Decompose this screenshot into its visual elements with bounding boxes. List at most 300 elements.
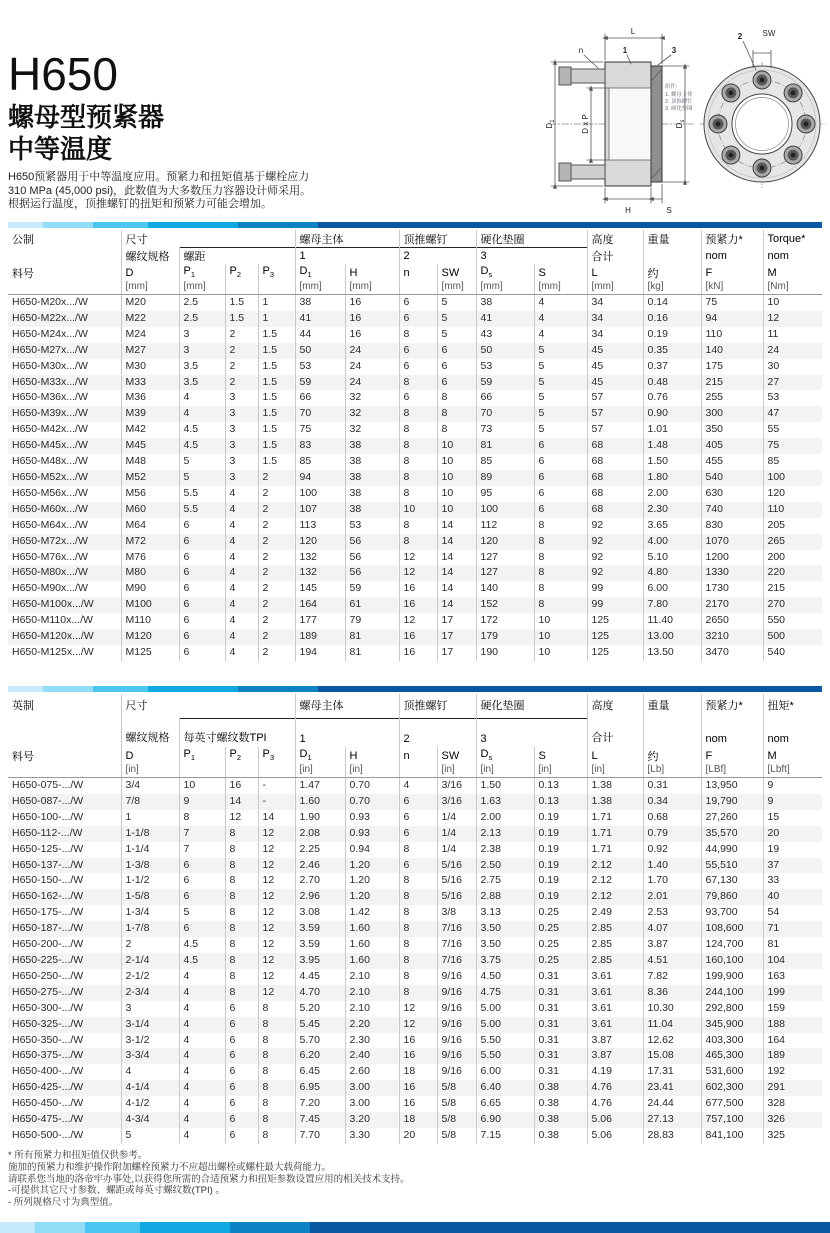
cell: 5 <box>534 422 587 438</box>
cell: 9 <box>767 779 774 791</box>
cell: 8 <box>399 842 437 858</box>
cell: 108,600 <box>701 921 763 937</box>
cell: 10.30 <box>643 1001 701 1017</box>
cell: M52 <box>121 470 179 486</box>
table-row <box>8 810 822 826</box>
table-row <box>8 858 822 874</box>
column-subgroup-header <box>8 719 121 748</box>
cell: 34 <box>587 295 643 311</box>
column-header: H <box>345 747 399 764</box>
cell: 34 <box>587 311 643 327</box>
cell: 4 <box>179 1033 225 1049</box>
cell: 41 <box>476 311 534 327</box>
cell: 2.01 <box>643 889 701 905</box>
cell: H650-M90x.../W <box>8 581 121 597</box>
cell: H650-425-.../W <box>8 1080 121 1096</box>
cell: 1 <box>121 810 179 826</box>
cell: 5 <box>437 311 476 327</box>
cell: 27.13 <box>643 1112 701 1128</box>
cell: 19,790 <box>701 794 763 810</box>
cell: H650-M80x.../W <box>8 565 121 581</box>
column-header: n <box>399 747 437 764</box>
cell: 124,700 <box>701 937 763 953</box>
cell: 12 <box>399 1017 437 1033</box>
side-view <box>545 27 695 215</box>
cell: 15 <box>767 810 780 823</box>
cell: 2.10 <box>345 985 399 1001</box>
cell: 2.00 <box>476 810 534 826</box>
cell: 3.30 <box>345 1128 399 1144</box>
cell: 0.31 <box>534 969 587 985</box>
cell: 6 <box>179 565 225 581</box>
cell: 6 <box>437 375 476 391</box>
cell: 4 <box>225 597 258 613</box>
cell: 5/8 <box>437 1128 476 1144</box>
cell: 1070 <box>701 534 763 550</box>
cell: 3470 <box>701 645 763 661</box>
cell: 0.16 <box>643 311 701 327</box>
cell: 120 <box>767 486 786 499</box>
cell: 57 <box>587 422 643 438</box>
cell: 5 <box>121 1128 179 1144</box>
cell: 67,130 <box>701 873 763 889</box>
cell: 2.10 <box>345 969 399 985</box>
cell: 3.87 <box>587 1033 643 1049</box>
column-subgroup-header: 螺距 <box>179 248 295 265</box>
cell: 12 <box>258 921 295 937</box>
column-unit: [in] <box>587 764 643 778</box>
cell: 14 <box>437 597 476 613</box>
cell: 6.90 <box>476 1112 534 1128</box>
cell: M45 <box>121 438 179 454</box>
cell: 81 <box>767 938 780 951</box>
cell: 8 <box>225 858 258 874</box>
cell: 0.31 <box>643 778 701 794</box>
cell: M56 <box>121 486 179 502</box>
cell: 71 <box>767 922 780 935</box>
cell: H650-M48x.../W <box>8 454 121 470</box>
table-row <box>8 645 822 661</box>
cell: 1-1/2 <box>121 873 179 889</box>
table-row <box>8 390 822 406</box>
cell: 8 <box>225 826 258 842</box>
cell: 1.5 <box>258 454 295 470</box>
cell: 8 <box>225 985 258 1001</box>
column-group-header: 硬化垫圈 <box>476 694 587 719</box>
stud-bore <box>609 88 651 160</box>
cell: 3.50 <box>476 921 534 937</box>
column-group-header: 重量 <box>643 694 701 719</box>
cell: 9 <box>767 794 774 807</box>
cell: 1.5 <box>258 406 295 422</box>
cell: 4.70 <box>295 985 345 1001</box>
cell: 99 <box>587 597 643 613</box>
column-group-header: 公制 <box>8 230 121 248</box>
cell: 4-1/2 <box>121 1096 179 1112</box>
cell: 75 <box>701 295 763 311</box>
table-row <box>8 629 822 645</box>
cell: 1.47 <box>295 778 345 794</box>
cell: 6 <box>399 390 437 406</box>
cell: 92 <box>587 550 643 566</box>
cell: 1.5 <box>258 438 295 454</box>
cell: M120 <box>121 629 179 645</box>
page-footer-bar <box>0 1222 830 1233</box>
cell: 3.61 <box>587 1001 643 1017</box>
cell: 7.45 <box>295 1112 345 1128</box>
cell: 3.59 <box>295 921 345 937</box>
cell: 81 <box>345 645 399 661</box>
cell: 677,500 <box>701 1096 763 1112</box>
column-subgroup-header: 1 <box>295 248 399 265</box>
cell: 3.00 <box>345 1080 399 1096</box>
footnote-line: -可提供其它尺寸参数、螺距或每英寸螺纹数(TPI) 。 <box>8 1185 225 1197</box>
cell: 160,100 <box>701 953 763 969</box>
table-row <box>8 375 822 391</box>
cell: 152 <box>476 597 534 613</box>
cell: 2 <box>225 327 258 343</box>
cell: 8 <box>399 327 437 343</box>
cell: 8 <box>534 581 587 597</box>
cell: 9/16 <box>437 969 476 985</box>
cell: 3.20 <box>345 1112 399 1128</box>
cell: 12 <box>258 969 295 985</box>
cell: 100 <box>476 502 534 518</box>
cell: 0.31 <box>534 1064 587 1080</box>
cell: 125 <box>587 629 643 645</box>
cell: 16 <box>399 1096 437 1112</box>
cell: 3-1/2 <box>121 1033 179 1049</box>
cell: 0.38 <box>534 1080 587 1096</box>
cell: 8 <box>399 470 437 486</box>
cell: 24 <box>345 343 399 359</box>
cell: 6 <box>179 629 225 645</box>
cell: 66 <box>476 390 534 406</box>
cell: 200 <box>767 550 786 563</box>
table-row <box>8 343 822 359</box>
cell: 3/4 <box>121 778 179 794</box>
cell: M22 <box>121 311 179 327</box>
cell: 2.53 <box>643 905 701 921</box>
cell: 100 <box>295 486 345 502</box>
cell: 3.87 <box>643 937 701 953</box>
cell: 1-3/8 <box>121 858 179 874</box>
cell: 1.38 <box>587 778 643 794</box>
dim-L <box>605 34 662 64</box>
cell: 1.71 <box>587 810 643 826</box>
cell: 2.12 <box>587 858 643 874</box>
cell: 350 <box>701 422 763 438</box>
cell: 244,100 <box>701 985 763 1001</box>
cell: 132 <box>295 550 345 566</box>
cell: 9/16 <box>437 985 476 1001</box>
cell: M30 <box>121 359 179 375</box>
cell: 12 <box>225 810 258 826</box>
cell: 205 <box>767 518 786 531</box>
cell: 59 <box>476 375 534 391</box>
cell: 3.87 <box>587 1048 643 1064</box>
cell: 4.00 <box>643 534 701 550</box>
cell: 68 <box>587 502 643 518</box>
cell: 8 <box>534 534 587 550</box>
cell: 0.70 <box>345 794 399 810</box>
callout-1: 1 <box>622 46 628 55</box>
cell: 2.85 <box>587 937 643 953</box>
table-row <box>8 1080 822 1096</box>
cell: 38 <box>345 470 399 486</box>
cell: 6 <box>179 858 225 874</box>
cell: 0.13 <box>534 794 587 810</box>
cell: 12 <box>258 889 295 905</box>
column-group-header: 尺寸 <box>121 230 295 248</box>
dim-label-S: S <box>666 206 672 215</box>
cell: 13.50 <box>643 645 701 661</box>
cell: 2-1/4 <box>121 953 179 969</box>
cell: 0.19 <box>534 889 587 905</box>
cell: 1/4 <box>437 810 476 826</box>
cell: 7.70 <box>295 1128 345 1144</box>
cell: 215 <box>767 582 786 595</box>
cell: 38 <box>345 486 399 502</box>
cell: 8 <box>399 969 437 985</box>
cell: 2.5 <box>179 311 225 327</box>
cell: 12 <box>258 873 295 889</box>
cell: 0.38 <box>534 1128 587 1144</box>
cell: 2.85 <box>587 953 643 969</box>
cell: 1200 <box>701 550 763 566</box>
cell: 8 <box>437 422 476 438</box>
column-group-header: 预紧力* <box>701 230 763 248</box>
cell: 4 <box>225 581 258 597</box>
cell: 6.00 <box>643 581 701 597</box>
cell: 8 <box>258 1128 295 1144</box>
cell: 125 <box>587 613 643 629</box>
column-header: 约 <box>643 747 701 764</box>
cell: 188 <box>767 1017 786 1030</box>
cell: 630 <box>701 486 763 502</box>
legend-item: 3. 硬化垫圈 <box>665 106 693 112</box>
cell: 16 <box>399 645 437 661</box>
cell: 6.65 <box>476 1096 534 1112</box>
cell: 3.5 <box>179 359 225 375</box>
cell: 2.85 <box>587 921 643 937</box>
cell: 0.19 <box>534 810 587 826</box>
cell: 1.63 <box>476 794 534 810</box>
cell: 132 <box>295 565 345 581</box>
cell: 189 <box>767 1049 786 1062</box>
imperial-table <box>8 694 822 1144</box>
cell: 3/8 <box>437 905 476 921</box>
cell: 4 <box>179 1017 225 1033</box>
cell: 1.5 <box>258 422 295 438</box>
column-unit: [in] <box>295 764 345 778</box>
column-group-header: 高度 <box>587 694 643 719</box>
cell: 6 <box>225 1017 258 1033</box>
cell: 1330 <box>701 565 763 581</box>
cell: 2.12 <box>587 889 643 905</box>
column-group-header: 螺母主体 <box>295 694 399 719</box>
cell: 1.20 <box>345 858 399 874</box>
cell: 12 <box>258 937 295 953</box>
column-unit: [mm] <box>476 281 534 295</box>
cell: 5/8 <box>437 1112 476 1128</box>
cell: 270 <box>767 598 786 611</box>
cell: H650-M39x.../W <box>8 406 121 422</box>
cell: 12.62 <box>643 1033 701 1049</box>
cell: 16 <box>399 1033 437 1049</box>
cell: M20 <box>121 295 179 311</box>
cell: 5 <box>437 295 476 311</box>
header-subgroup-row <box>8 248 822 265</box>
cell: 10 <box>534 645 587 661</box>
column-unit: [mm] <box>295 281 345 295</box>
cell: 1.71 <box>587 826 643 842</box>
data-table <box>8 694 822 1144</box>
column-subgroup-header: 每英寸螺纹数TPI <box>179 719 295 748</box>
cell: 194 <box>295 645 345 661</box>
cell: 32 <box>345 422 399 438</box>
cell: 1.48 <box>643 438 701 454</box>
cell: 53 <box>476 359 534 375</box>
column-unit: [mm] <box>121 281 179 295</box>
table-row <box>8 327 822 343</box>
cell: 12 <box>258 858 295 874</box>
table-row <box>8 1128 822 1144</box>
cell: H650-325-.../W <box>8 1017 121 1033</box>
cell: 6 <box>225 1096 258 1112</box>
cell: 3.65 <box>643 518 701 534</box>
technical-drawing <box>545 22 830 220</box>
cell: 255 <box>701 390 763 406</box>
cell: 0.37 <box>643 359 701 375</box>
column-header: S <box>534 747 587 764</box>
cell: 1/4 <box>437 842 476 858</box>
cell: 3.5 <box>179 375 225 391</box>
cell: 8 <box>399 454 437 470</box>
cell: 3 <box>225 422 258 438</box>
cell: H650-175-.../W <box>8 905 121 921</box>
column-header: $P_3$ <box>258 264 295 281</box>
column-unit <box>8 281 121 295</box>
column-subgroup-header: nom <box>701 248 763 265</box>
cell: 10 <box>437 502 476 518</box>
cell: 8 <box>399 873 437 889</box>
cell: 6 <box>399 858 437 874</box>
cell: 8 <box>258 1112 295 1128</box>
table-row <box>8 534 822 550</box>
table-row <box>8 1017 822 1033</box>
column-unit: [in] <box>121 764 179 778</box>
legend-item: 1. 螺母主体 <box>665 92 693 98</box>
cell: 53 <box>767 391 780 404</box>
cell: 50 <box>476 343 534 359</box>
cell: 18 <box>399 1064 437 1080</box>
table-row <box>8 873 822 889</box>
cell: 41 <box>295 311 345 327</box>
cell: 85 <box>476 454 534 470</box>
column-subgroup-header <box>643 248 701 265</box>
cell: 2.49 <box>587 905 643 921</box>
cell: 403,300 <box>701 1033 763 1049</box>
footnote-line: 请联系您当地的洛帝牢办事处,以获得您所需的合适预紧力和扭矩参数设置应用的相关技术支持。 <box>8 1173 410 1185</box>
cell: 1.60 <box>345 921 399 937</box>
cell: 2 <box>258 486 295 502</box>
cell: 13,950 <box>701 778 763 794</box>
cell: 0.35 <box>643 343 701 359</box>
description-line: H650预紧器用于中等温度应用。预紧力和扭矩值基于螺栓应力 <box>8 171 310 183</box>
cell: 11 <box>767 327 779 340</box>
column-group-header: 扭矩* <box>767 700 794 712</box>
cell: 8 <box>399 905 437 921</box>
footnote-line: - 所列规格尺寸为典型值。 <box>8 1197 119 1209</box>
cell: 10 <box>437 454 476 470</box>
cell: 2 <box>258 550 295 566</box>
cell: 159 <box>767 1001 786 1014</box>
cell: H650-300-.../W <box>8 1001 121 1017</box>
column-header: D <box>121 264 179 281</box>
cell: 6 <box>534 486 587 502</box>
cell: 5.50 <box>476 1048 534 1064</box>
table-row <box>8 905 822 921</box>
cell: 79 <box>345 613 399 629</box>
header-label-row <box>8 264 822 281</box>
cell: 2.75 <box>476 873 534 889</box>
cell: 163 <box>767 969 786 982</box>
cell: 55,510 <box>701 858 763 874</box>
cell: 8 <box>225 873 258 889</box>
cell: 4.5 <box>179 937 225 953</box>
table-row <box>8 565 822 581</box>
cell: 6 <box>179 597 225 613</box>
cell: 12 <box>399 1001 437 1017</box>
component-legend <box>665 82 693 112</box>
page-description <box>8 171 311 212</box>
cell: 3 <box>225 470 258 486</box>
cell: 172 <box>476 613 534 629</box>
cell: 1.38 <box>587 794 643 810</box>
cell: 81 <box>476 438 534 454</box>
table-row <box>8 438 822 454</box>
column-header: 料号 <box>8 264 121 281</box>
header-units-row <box>8 764 822 778</box>
cell: 4-1/4 <box>121 1080 179 1096</box>
cell: M110 <box>121 613 179 629</box>
column-unit: [mm] <box>345 281 399 295</box>
column-group-header: 高度 <box>587 230 643 248</box>
column-unit: [Nm] <box>763 281 822 295</box>
cell: 0.31 <box>534 1001 587 1017</box>
cell: 220 <box>767 566 786 579</box>
cell: 1.5 <box>258 327 295 343</box>
cell: 68 <box>587 470 643 486</box>
cell: 127 <box>476 550 534 566</box>
column-header: H <box>345 264 399 281</box>
table-row <box>8 406 822 422</box>
cell: 8 <box>258 1001 295 1017</box>
cell: 110 <box>767 502 785 515</box>
cell: 56 <box>345 565 399 581</box>
column-header: S <box>534 264 587 281</box>
cell: 6 <box>179 921 225 937</box>
cell: 6 <box>534 438 587 454</box>
table-row <box>8 985 822 1001</box>
cell: H650-M30x.../W <box>8 359 121 375</box>
column-subgroup-header: nom <box>701 719 763 748</box>
column-unit: [in] <box>345 764 399 778</box>
cell: 8.36 <box>643 985 701 1001</box>
cell: 2170 <box>701 597 763 613</box>
table-row <box>8 295 822 311</box>
